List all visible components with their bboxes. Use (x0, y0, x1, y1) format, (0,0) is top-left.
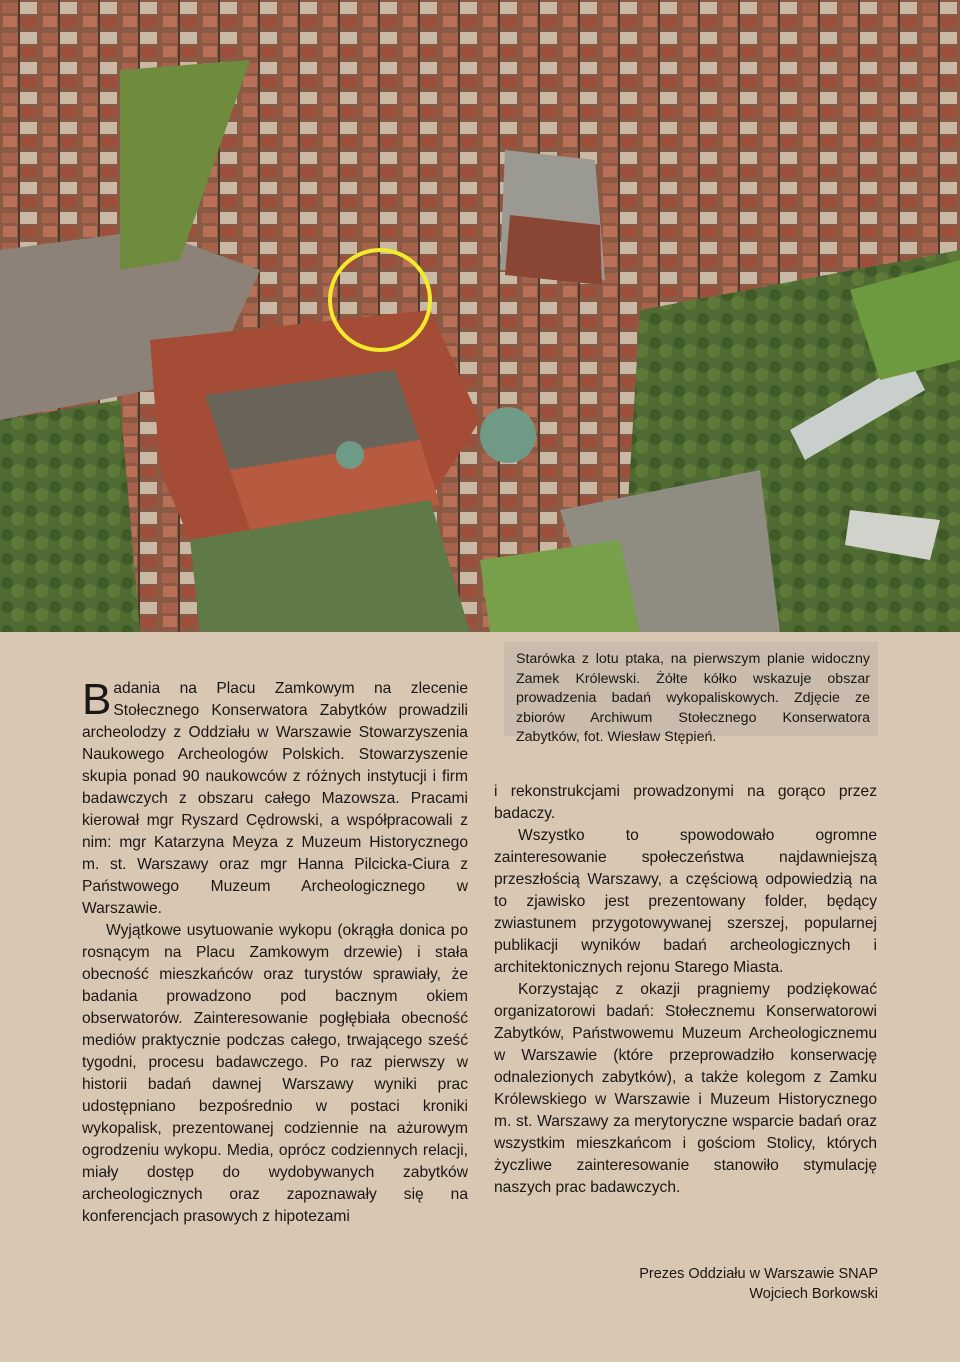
caption-text: Starówka z lotu ptaka, na pierwszym planie widoczny Zamek Królewski. Żółte kółko wskazuje obszar prowadzenia badań wykopaliskowych. Zdjęcie ze zbiorów Archiwum Stołecznego Konserwatora Zabytków, fot. Wiesław Stępień. (516, 651, 870, 745)
article-paragraph: i rekonstrukcjami prowadzonymi na gorąco przez badaczy. (494, 783, 877, 822)
article-right-column (494, 781, 877, 1199)
dropcap: B (82, 675, 112, 724)
signature-name: Wojciech Borkowski (749, 1286, 878, 1302)
signature (560, 1264, 878, 1304)
article-paragraph: Wszystko to spowodowało ogromne zainteresowanie społeczeństwa najdawniejszą przeszłością Warszawy, a częściową odpowiedzią na to zjawisko jest prezentowany folder, będący zwiastunem przygotowywanej szerszej, popularnej publikacji wyników badań archeologicznych i architektonicznych rejonu Starego Miasta. (494, 827, 877, 976)
aerial-photo (0, 0, 960, 632)
photo-caption (504, 642, 878, 745)
article-left-column (82, 675, 468, 1228)
article-paragraph: Korzystając z okazji pragniemy podziękować organizatorowi badań: Stołecznemu Konserwatorowi Zabytków, Państwowemu Muzeum Archeologicznemu w Warszawie (które przeprowadziło konserwację odnalezionych zabytków), a także kolegom z Zamku Królewskiego w Warszawie i Muzeum Historycznego m. st. Warszawy za merytoryczne wsparcie badań oraz wszystkim mieszkańcom i gościom Stolicy, których życzliwe zainteresowanie stanowiło stymulację naszych prac badawczych. (494, 981, 877, 1196)
aerial-photo-drawing (0, 0, 960, 632)
paragraph-text: adania na Placu Zamkowym na zlecenie Stołecznego Konserwatora Zabytków prowadzili archeolodzy z Oddziału w Warszawie Stowarzyszenia Naukowego Archeologów Polskich. Stowarzyszenie skupia ponad 90 naukowców z różnych instytucji i firm badawczych z obszaru całego Mazowsza. Pracami kierował mgr Ryszard Cędrowski, a współpracowali z nim: mgr Katarzyna Meyza z Muzeum Historycznego m. st. Warszawy oraz mgr Hanna Pilcicka-Ciura z Państwowego Muzeum Archeologicznego w Warszawie. (82, 680, 468, 917)
article-paragraph: Wyjątkowe usytuowanie wykopu (okrągła donica po rosnącym na Placu Zamkowym drzewie) i stała obecność mieszkańców oraz turystów sprawiały, że badania prowadzono pod bacznym okiem obserwatorów. Zainteresowanie pogłębiała obecność mediów praktycznie podczas całego, trwającego sześć tygodni, procesu badawczego. Po raz pierwszy w historii badań dawnej Warszawy wyniki prac udostępniano bezpośrednio w postaci kroniki wykopalisk, prezentowanej codziennie na ażurowym ogrodzeniu wykopu. Media, oprócz codziennych relacji, miały dostęp do wydobywanych zabytków archeologicznych oraz zapoznawały się na konferencjach prasowych z hipotezami (82, 922, 468, 1225)
article-paragraph (82, 675, 468, 920)
signature-role: Prezes Oddziału w Warszawie SNAP (639, 1266, 878, 1282)
